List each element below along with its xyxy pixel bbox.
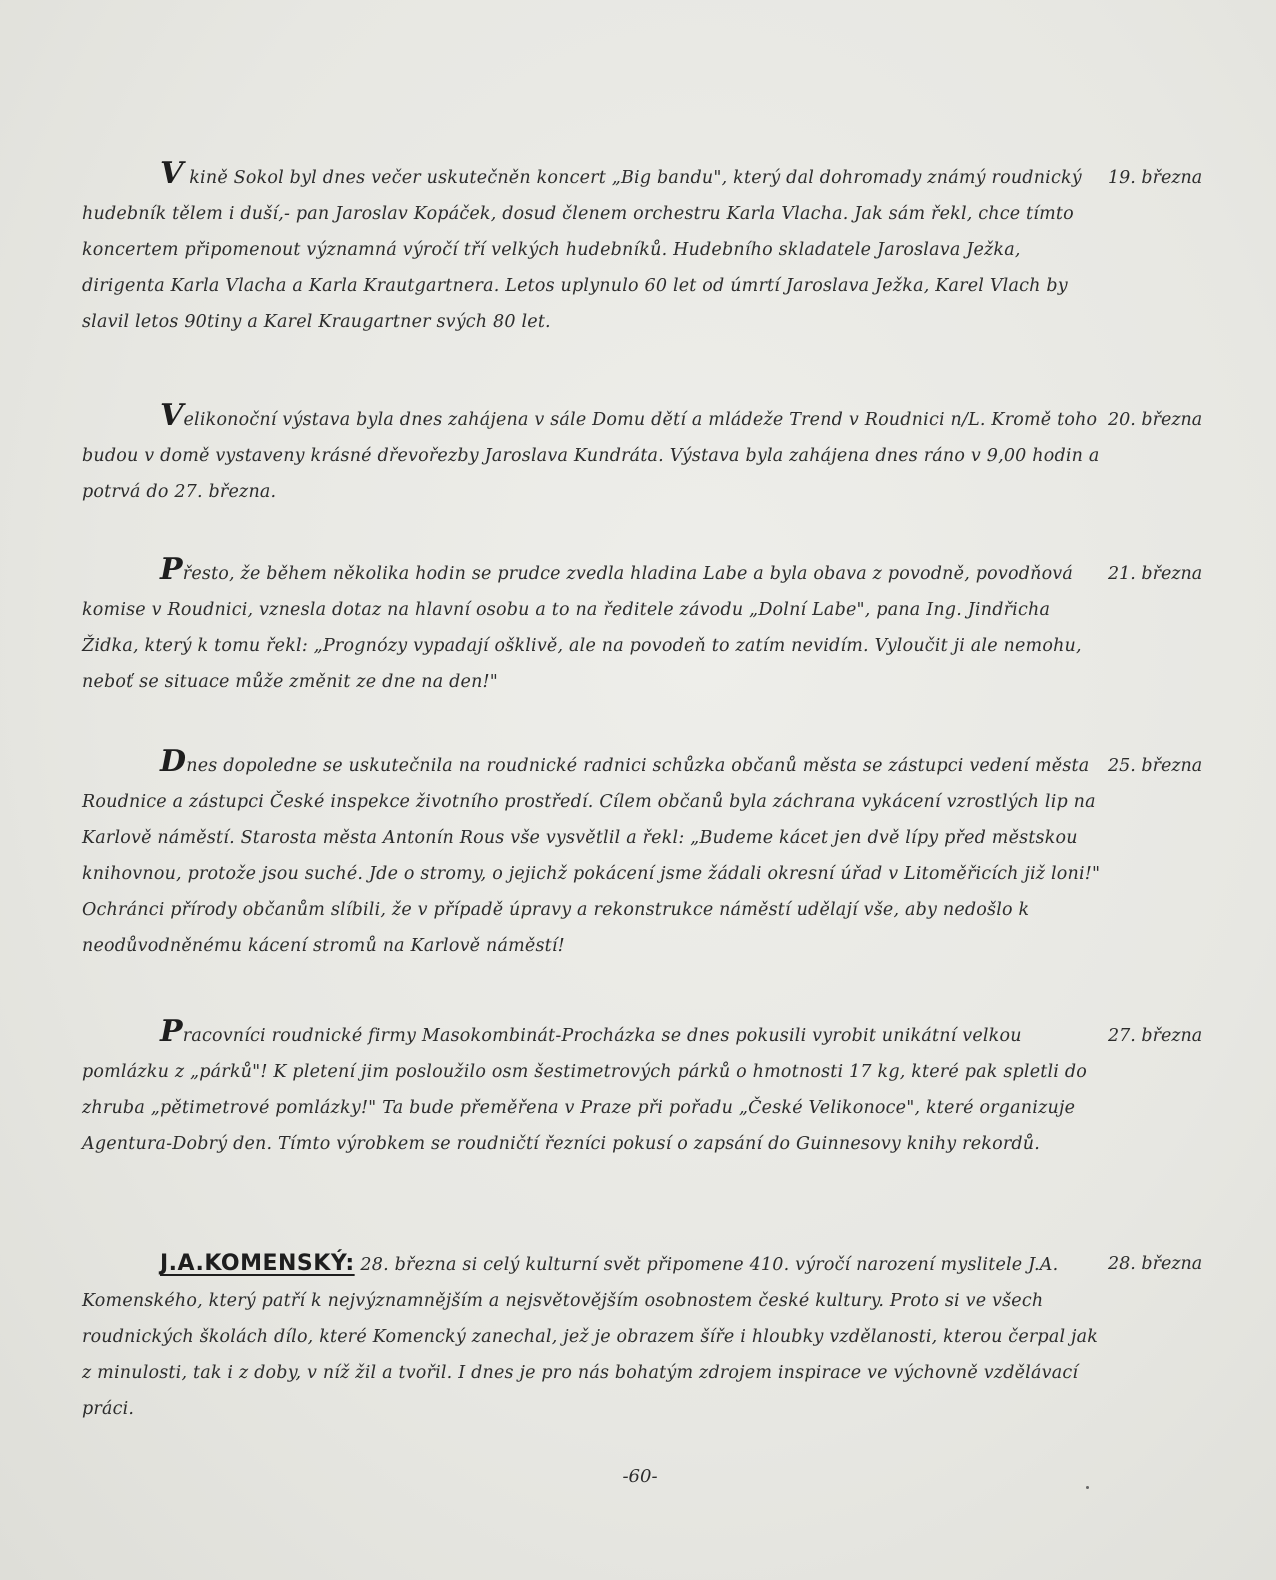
entry-text — [82, 1246, 1106, 1427]
paper-speck — [1086, 1486, 1089, 1489]
entry-date: 27. března — [1108, 1026, 1203, 1046]
entry-text — [82, 552, 1106, 700]
entry-initial: V — [160, 398, 184, 433]
entry-body: racovníci roudnické firmy Masokombinát-Procházka se dnes pokusili vyrobit unikátní velkou pomlázku z „párků"! K pletení jim posloužilo osm šestimetrových párků o hmotnosti 17 kg, které pak spletli do zhruba „pětimetrové pomlázky!" Ta bude přeměřena v Praze při pořadu „České Velikonoce", které organizuje Agentura-Dobrý den. Tímto výrobkem se roudničtí řezníci pokusí o zapsání do Guinnesovy knihy rekordů. — [82, 1026, 1087, 1154]
entry-body: nes dopoledne se uskutečnila na roudnické radnici schůzka občanů města se zástupci vedení města Roudnice a zástupci České inspekce životního prostředí. Cílem občanů byla záchrana vykácení vzrostlých lip na Karlově náměstí. Starosta města Antonín Rous vše vysvětlil a řekl: „Budeme kácet jen dvě lípy před městskou knihovnou, protože jsou suché. Jde o stromy, o jejichž pokácení jsme žádali okresní úřad v Litoměřicích již loni!" Ochránci přírody občanům slíbili, že v případě úpravy a rekonstrukce náměstí udělají vše, aby nedošlo k neodůvodněnému kácení stromů na Karlově náměstí! — [82, 756, 1101, 956]
entry-body: 28. března si celý kulturní svět připomene 410. výročí narození myslitele J.A. Komenského, který patří k nejvýznamnějším a nejsvětovějším osobnostem české kultury. Proto si ve všech roudnických školách dílo, které Komencký zanechal, jež je obrazem šíře i hloubky vzdělanosti, kterou čerpal jak z minulosti, tak i z doby, v níž žil a tvořil. I dnes je pro nás bohatým zdrojem inspirace ve výchovně vzdělávací práci. — [82, 1255, 1099, 1419]
entry-text — [82, 744, 1106, 964]
komensky-heading: J.A.KOMENSKÝ: — [160, 1251, 355, 1276]
entry-date: 28. března — [1108, 1254, 1203, 1274]
entry-initial: P — [160, 1014, 183, 1049]
entry-date: 19. března — [1108, 168, 1203, 188]
entry-text — [82, 398, 1106, 510]
entry-initial: V — [160, 156, 184, 191]
entry-date: 20. března — [1108, 410, 1203, 430]
entry-initial: D — [160, 744, 187, 779]
entry-date: 25. března — [1108, 756, 1203, 776]
entry-date: 21. března — [1108, 564, 1203, 584]
entry-initial: P — [160, 552, 183, 587]
entry-body: kině Sokol byl dnes večer uskutečněn koncert „Big bandu", který dal dohromady známý roudnický hudebník tělem i duší,- pan Jaroslav Kopáček, dosud členem orchestru Karla Vlacha. Jak sám řekl, chce tímto koncertem připomenout významná výročí tří velkých hudebníků. Hudebního skladatele Jaroslava Ježka, dirigenta Karla Vlacha a Karla Krautgartnera. Letos uplynulo 60 let od úmrtí Jaroslava Ježka, Karel Vlach by slavil letos 90tiny a Karel Kraugartner svých 80 let. — [82, 168, 1082, 332]
entry-body: elikonoční výstava byla dnes zahájena v sále Domu dětí a mládeže Trend v Roudnici n/L. Kromě toho budou v domě vystaveny krásné dřevořezby Jaroslava Kundráta. Výstava byla zahájena dnes ráno v 9,00 hodin a potrvá do 27. března. — [82, 410, 1100, 502]
entry-text — [82, 1014, 1106, 1162]
page-number: -60- — [622, 1466, 658, 1487]
entry-text — [82, 156, 1106, 340]
entry-body: řesto, že během několika hodin se prudce zvedla hladina Labe a byla obava z povodně, povodňová komise v Roudnici, vznesla dotaz na hlavní osobu a to na ředitele závodu „Dolní Labe", pana Ing. Jindřicha Židka, který k tomu řekl: „Prognózy vypadají ošklivě, ale na povodeň to zatím nevidím. Vyloučit ji ale nemohu, neboť se situace může změnit ze dne na den!" — [82, 564, 1082, 692]
